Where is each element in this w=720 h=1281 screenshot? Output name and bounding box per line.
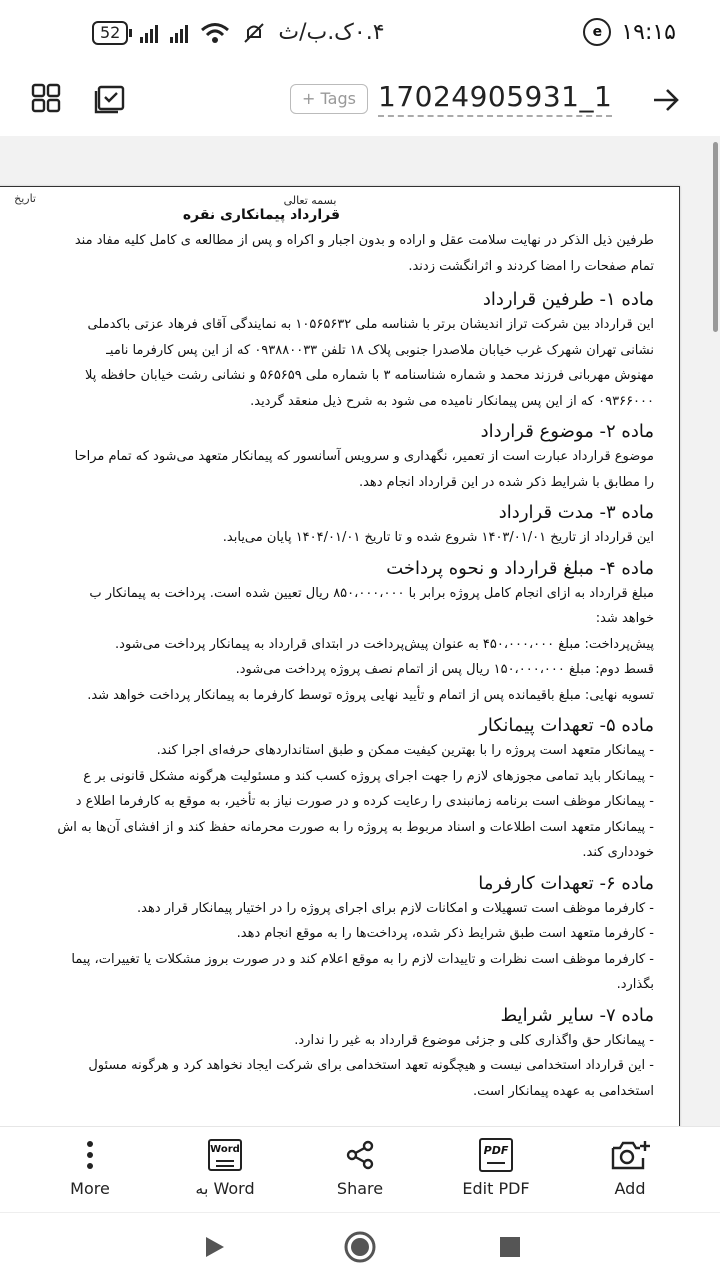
- scrollbar-thumb[interactable]: [713, 142, 718, 332]
- section-line: ۰۹۳۶۶۰۰۰ که از این پس پیمانکار نامیده می شود به شرح ذیل منعقد گردید.: [250, 393, 654, 409]
- system-nav-bar: [0, 1212, 720, 1281]
- section-line: نشانی تهران شهرک غرب خیابان ملاصدرا جنوبی پلاک ۱۸ تلفن ۰۹۳۸۸۰۰۳۳ که از این پس کارفرما نامیـ: [106, 342, 654, 358]
- to-word-label: به Word: [195, 1179, 255, 1198]
- share-icon: [344, 1139, 376, 1171]
- pdf-icon-label: PDF: [483, 1144, 509, 1157]
- section-line: تسویه نهایی: مبلغ باقیمانده پس از اتمام و تأیید نهایی پروژه توسط کارفرما به پیمانکار پرداخت خواهد شد.: [87, 687, 654, 703]
- recents-icon[interactable]: [498, 1235, 522, 1259]
- share-label: Share: [336, 1179, 384, 1198]
- section-line: - کارفرما موظف است تسهیلات و امکانات لازم برای اجرای پروژه را در اختیار پیمانکار قرار دهد.: [137, 900, 654, 916]
- section-line: مبلغ قرارداد به ازای انجام کامل پروژه برابر با ۸۵۰،۰۰۰،۰۰۰ ریال تعیین شده است. پرداخت به پیمانکار ب: [89, 585, 654, 601]
- app-notification-icon: e: [583, 18, 611, 46]
- section-line: - پیمانکار متعهد است اطلاعات و اسناد مربوط به پروژه را به صورت محرمانه حفظ کند و از افشای آن‌ها به اش: [57, 819, 654, 835]
- section-heading: ماده ۴- مبلغ قرارداد و نحوه پرداخت: [386, 557, 654, 579]
- section-line: - پیمانکار حق واگذاری کلی و جزئی موضوع قرارداد به غیر را ندارد.: [294, 1032, 654, 1048]
- bottom-action-bar: [0, 1126, 720, 1213]
- edit-pdf-button[interactable]: [446, 1137, 546, 1198]
- section-line: این قرارداد بین شرکت تراز اندیشان برتر با شناسه ملی ۱۰۵۶۵۶۳۲ به نمایندگی آقای فرهاد عزتی باکدملی: [87, 317, 654, 332]
- add-tags-button[interactable]: + Tags: [290, 84, 368, 114]
- home-icon[interactable]: [344, 1231, 376, 1263]
- section-line: موضوع قرارداد عبارت است از تعمیر، نگهداری و سرویس آسانسور که پیمانکار متعهد می‌شود که تمام مراحا: [74, 449, 654, 464]
- mute-icon: [242, 21, 266, 45]
- wifi-icon: [200, 21, 230, 45]
- battery-indicator: 52: [92, 21, 128, 45]
- document-header-small: بسمه تعالی: [283, 194, 337, 207]
- section-line: - پیمانکار متعهد است پروژه را با بهترین کیفیت ممکن و طبق استانداردهای حرفه‌ای اجرا کند.: [156, 743, 654, 758]
- date-label: تاریخ: [14, 192, 36, 205]
- share-button[interactable]: [310, 1137, 410, 1198]
- grid-view-icon[interactable]: [30, 82, 62, 114]
- intro-line: تمام صفحات را امضا کردند و اثرانگشت زدند.: [408, 259, 654, 274]
- section-line: قسط دوم: مبلغ ۱۵۰،۰۰۰،۰۰۰ ریال پس از اتمام نصف پروژه پرداخت می‌شود.: [235, 662, 654, 677]
- signal-icon-2: [170, 23, 188, 43]
- status-time: ۱۹:۱۵: [621, 19, 676, 45]
- add-photo-icon: [610, 1138, 650, 1172]
- to-word-button[interactable]: [175, 1137, 275, 1198]
- section-line: خودداری کند.: [582, 845, 654, 860]
- section-heading: ماده ۱- طرفین قرارداد: [482, 289, 654, 310]
- section-line: را مطابق با شرایط ذکر شده در این قرارداد انجام دهد.: [358, 474, 654, 490]
- back-play-icon[interactable]: [202, 1235, 226, 1259]
- arrow-right-icon[interactable]: [650, 84, 682, 116]
- status-left: [92, 20, 385, 45]
- signal-icon: [140, 23, 158, 43]
- pdf-icon: [479, 1138, 513, 1172]
- network-speed: ۰.۴ک.ب/ث: [278, 20, 385, 45]
- more-label: More: [70, 1179, 110, 1198]
- section-line: بگذارد.: [616, 977, 654, 992]
- intro-line: طرفین ذیل الذکر در نهایت سلامت عقل و اراده و بدون اجبار و اکراه و پس از مطالعه ی کامل کلیه مفاد مند: [74, 233, 654, 248]
- section-line: استخدامی به عهده پیمانکار است.: [472, 1083, 654, 1099]
- document-header-title: قرارداد پیمانکاری نقره: [182, 207, 340, 223]
- word-icon: [208, 1139, 242, 1171]
- section-line: - کارفرما موظف است نظرات و تاییدات لازم را به موقع اعلام کند و در صورت بروز مشکلات یا تغییرات، پیما: [71, 951, 654, 967]
- section-line: خواهد شد:: [595, 611, 654, 626]
- section-heading: ماده ۶- تعهدات کارفرما: [478, 872, 654, 894]
- add-label: Add: [614, 1179, 646, 1198]
- more-button[interactable]: [40, 1137, 140, 1198]
- select-all-icon[interactable]: [94, 82, 126, 114]
- section-line: مهنوش مهربانی فرزند محمد و شماره شناسنامه ۳ با شماره ملی ۵۶۵۶۵۹ و نشانی رشت خیابان حافظه پلا: [84, 368, 654, 383]
- section-heading: ماده ۷- سایر شرایط: [500, 1004, 654, 1026]
- word-icon-label: Word: [210, 1144, 240, 1155]
- section-line: - کارفرما متعهد است طبق شرایط ذکر شده، پرداخت‌ها را به موقع انجام دهد.: [236, 926, 654, 941]
- document-title[interactable]: 17024905931_1: [378, 80, 612, 117]
- document-canvas[interactable]: [0, 136, 720, 1126]
- section-line: پیش‌پرداخت: مبلغ ۴۵۰،۰۰۰،۰۰۰ به عنوان پیش‌پرداخت در ابتدای قرارداد به پیمانکار پرداخت می‌شود.: [115, 636, 654, 652]
- section-heading: ماده ۵- تعهدات پیمانکار: [479, 715, 654, 736]
- status-right: [583, 18, 676, 46]
- more-vertical-icon: [85, 1139, 95, 1171]
- edit-pdf-label: Edit PDF: [462, 1179, 530, 1198]
- section-heading: ماده ۳- مدت قرارداد: [498, 502, 654, 523]
- section-line: - این قرارداد استخدامی نیست و هیچگونه تعهد استخدامی برای شرکت ایجاد نخواهد کرد و هرگونه مسئول: [88, 1058, 654, 1073]
- section-line: - پیمانکار موظف است برنامه زمانبندی را رعایت کرده و در صورت نیاز به تأخیر، به موقع به کارفرما اطلاع د: [75, 794, 654, 809]
- status-bar: [0, 0, 720, 64]
- add-button[interactable]: [580, 1137, 680, 1198]
- section-heading: ماده ۲- موضوع قرارداد: [480, 421, 654, 442]
- section-line: - پیمانکار باید تمامی مجوزهای لازم را جهت اجرای پروژه کسب کند و مسئولیت هرگونه مشکل قانونی بر ع: [83, 768, 654, 784]
- section-line: این قرارداد از تاریخ ۱۴۰۳/۰۱/۰۱ شروع شده و تا تاریخ ۱۴۰۴/۰۱/۰۱ پایان می‌یابد.: [222, 530, 654, 545]
